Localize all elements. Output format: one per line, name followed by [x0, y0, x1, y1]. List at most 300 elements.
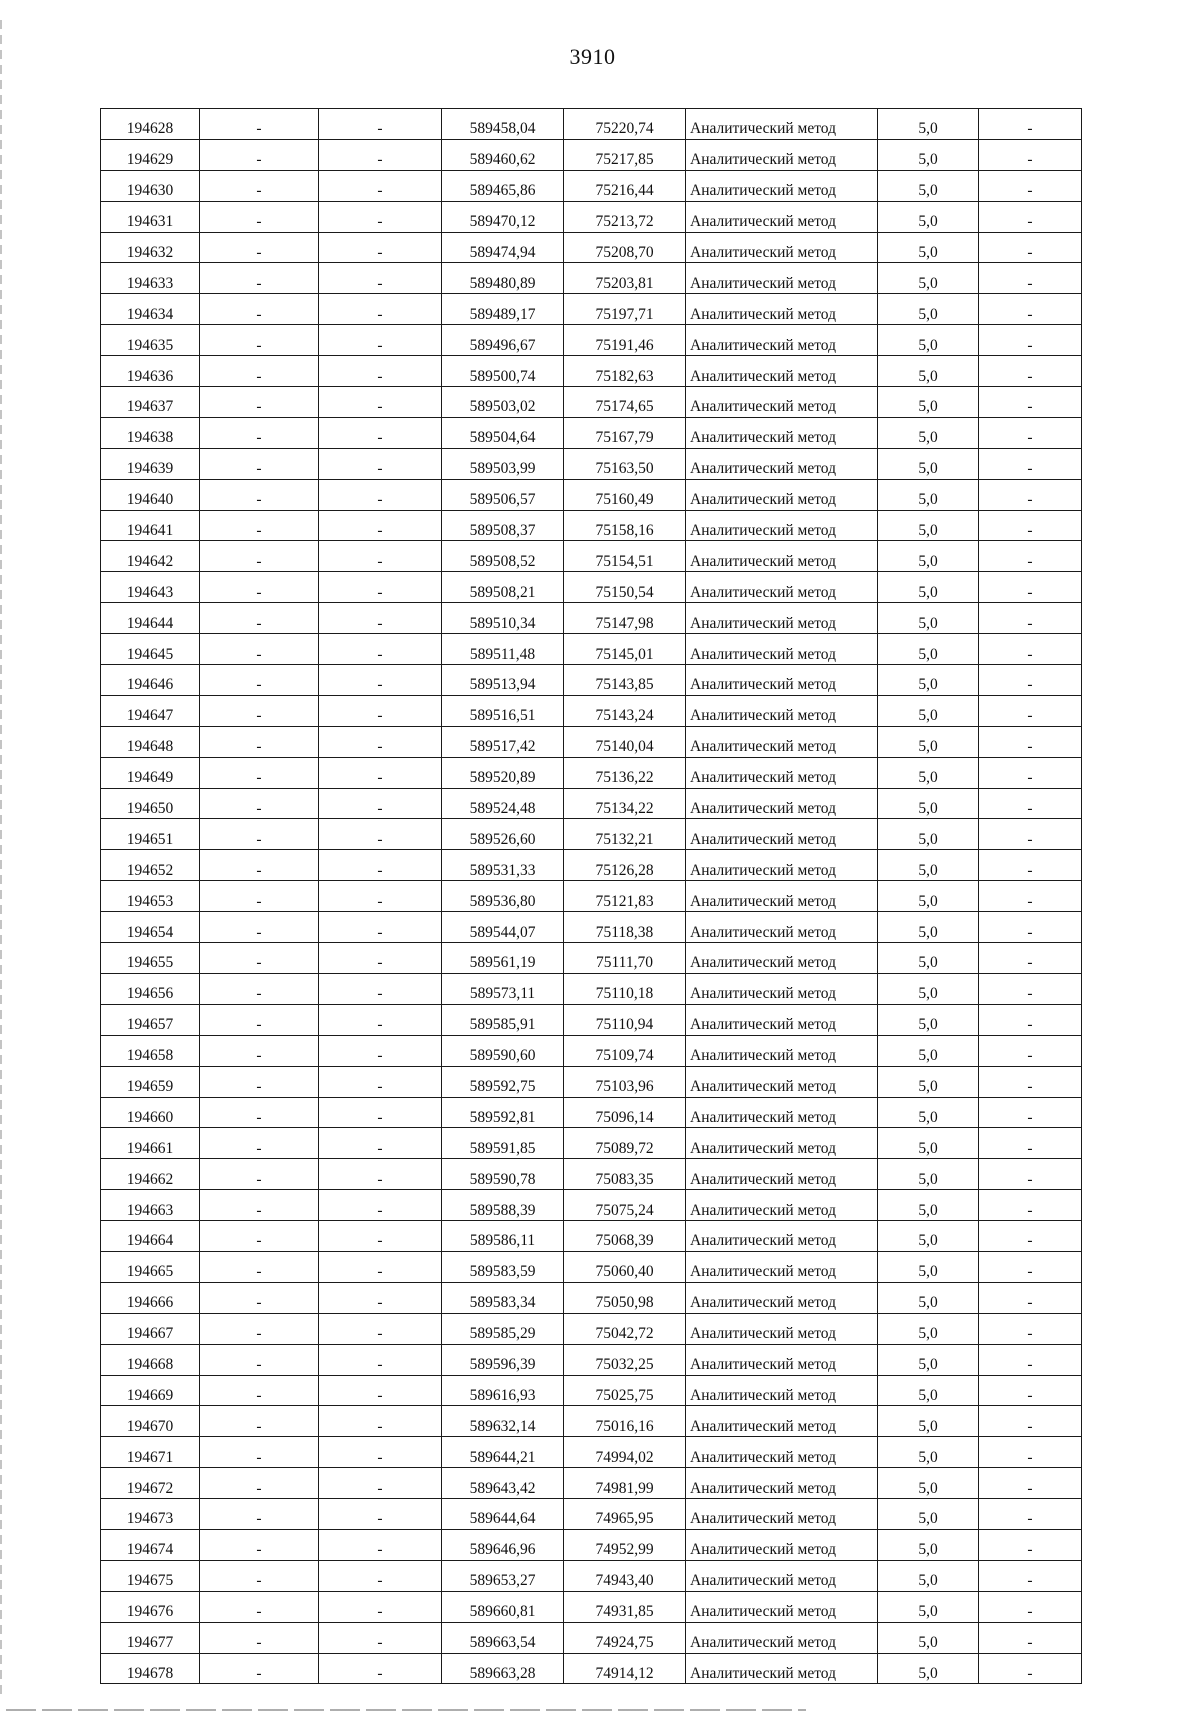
y-coordinate-cell: 75174,65 — [564, 387, 686, 418]
y-coordinate-cell: 74981,99 — [564, 1468, 686, 1499]
dash-cell: - — [319, 850, 442, 881]
point-number-cell: 194673 — [101, 1499, 200, 1530]
point-number-cell: 194656 — [101, 973, 200, 1004]
method-cell: Аналитический метод — [686, 1313, 878, 1344]
point-number-cell: 194648 — [101, 726, 200, 757]
accuracy-cell: 5,0 — [878, 1560, 979, 1591]
x-coordinate-cell: 589632,14 — [442, 1406, 564, 1437]
dash-cell: - — [319, 1251, 442, 1282]
dash-cell: - — [200, 1004, 319, 1035]
accuracy-cell: 5,0 — [878, 1128, 979, 1159]
table-row — [101, 665, 1082, 696]
dash-cell: - — [979, 325, 1082, 356]
method-cell: Аналитический метод — [686, 1004, 878, 1035]
dash-cell: - — [319, 201, 442, 232]
method-cell: Аналитический метод — [686, 1406, 878, 1437]
method-cell: Аналитический метод — [686, 603, 878, 634]
dash-cell: - — [979, 726, 1082, 757]
table-row — [101, 325, 1082, 356]
dash-cell: - — [979, 1499, 1082, 1530]
x-coordinate-cell: 589591,85 — [442, 1128, 564, 1159]
method-cell: Аналитический метод — [686, 1529, 878, 1560]
dash-cell: - — [319, 603, 442, 634]
x-coordinate-cell: 589616,93 — [442, 1375, 564, 1406]
dash-cell: - — [979, 757, 1082, 788]
dash-cell: - — [979, 139, 1082, 170]
point-number-cell: 194665 — [101, 1251, 200, 1282]
dash-cell: - — [319, 757, 442, 788]
point-number-cell: 194677 — [101, 1622, 200, 1653]
dash-cell: - — [200, 1159, 319, 1190]
dash-cell: - — [979, 788, 1082, 819]
point-number-cell: 194630 — [101, 170, 200, 201]
table-row — [101, 170, 1082, 201]
y-coordinate-cell: 75217,85 — [564, 139, 686, 170]
table-row — [101, 850, 1082, 881]
table-row — [101, 1159, 1082, 1190]
dash-cell: - — [319, 1159, 442, 1190]
table-row — [101, 356, 1082, 387]
x-coordinate-cell: 589663,28 — [442, 1653, 564, 1684]
x-coordinate-cell: 589586,11 — [442, 1221, 564, 1252]
table-row — [101, 1004, 1082, 1035]
accuracy-cell: 5,0 — [878, 232, 979, 263]
accuracy-cell: 5,0 — [878, 1251, 979, 1282]
accuracy-cell: 5,0 — [878, 1221, 979, 1252]
method-cell: Аналитический метод — [686, 881, 878, 912]
coordinates-table — [100, 108, 1082, 1684]
y-coordinate-cell: 75140,04 — [564, 726, 686, 757]
method-cell: Аналитический метод — [686, 726, 878, 757]
y-coordinate-cell: 75167,79 — [564, 417, 686, 448]
point-number-cell: 194675 — [101, 1560, 200, 1591]
dash-cell: - — [319, 479, 442, 510]
dash-cell: - — [319, 788, 442, 819]
point-number-cell: 194642 — [101, 541, 200, 572]
dash-cell: - — [319, 294, 442, 325]
y-coordinate-cell: 74914,12 — [564, 1653, 686, 1684]
table-row — [101, 1097, 1082, 1128]
method-cell: Аналитический метод — [686, 417, 878, 448]
accuracy-cell: 5,0 — [878, 479, 979, 510]
y-coordinate-cell: 75220,74 — [564, 109, 686, 140]
y-coordinate-cell: 75126,28 — [564, 850, 686, 881]
dash-cell: - — [200, 1190, 319, 1221]
dash-cell: - — [319, 1468, 442, 1499]
table-row — [101, 1406, 1082, 1437]
dash-cell: - — [979, 1221, 1082, 1252]
table-row — [101, 1437, 1082, 1468]
dash-cell: - — [200, 417, 319, 448]
y-coordinate-cell: 75213,72 — [564, 201, 686, 232]
dash-cell: - — [979, 572, 1082, 603]
scan-bottom-mark — [6, 1709, 806, 1711]
table-row — [101, 139, 1082, 170]
accuracy-cell: 5,0 — [878, 1591, 979, 1622]
x-coordinate-cell: 589508,52 — [442, 541, 564, 572]
dash-cell: - — [200, 1560, 319, 1591]
y-coordinate-cell: 75121,83 — [564, 881, 686, 912]
point-number-cell: 194663 — [101, 1190, 200, 1221]
dash-cell: - — [979, 1313, 1082, 1344]
point-number-cell: 194637 — [101, 387, 200, 418]
method-cell: Аналитический метод — [686, 232, 878, 263]
dash-cell: - — [319, 881, 442, 912]
x-coordinate-cell: 589588,39 — [442, 1190, 564, 1221]
y-coordinate-cell: 75068,39 — [564, 1221, 686, 1252]
dash-cell: - — [979, 665, 1082, 696]
table-row — [101, 109, 1082, 140]
accuracy-cell: 5,0 — [878, 1004, 979, 1035]
dash-cell: - — [319, 170, 442, 201]
y-coordinate-cell: 75191,46 — [564, 325, 686, 356]
dash-cell: - — [319, 448, 442, 479]
dash-cell: - — [979, 1406, 1082, 1437]
point-number-cell: 194652 — [101, 850, 200, 881]
y-coordinate-cell: 75216,44 — [564, 170, 686, 201]
dash-cell: - — [200, 294, 319, 325]
dash-cell: - — [319, 1529, 442, 1560]
point-number-cell: 194646 — [101, 665, 200, 696]
method-cell: Аналитический метод — [686, 294, 878, 325]
x-coordinate-cell: 589489,17 — [442, 294, 564, 325]
point-number-cell: 194667 — [101, 1313, 200, 1344]
dash-cell: - — [319, 1344, 442, 1375]
accuracy-cell: 5,0 — [878, 1406, 979, 1437]
method-cell: Аналитический метод — [686, 788, 878, 819]
dash-cell: - — [979, 1035, 1082, 1066]
accuracy-cell: 5,0 — [878, 665, 979, 696]
dash-cell: - — [200, 479, 319, 510]
dash-cell: - — [200, 757, 319, 788]
x-coordinate-cell: 589573,11 — [442, 973, 564, 1004]
dash-cell: - — [979, 294, 1082, 325]
table-row — [101, 1375, 1082, 1406]
method-cell: Аналитический метод — [686, 1159, 878, 1190]
x-coordinate-cell: 589660,81 — [442, 1591, 564, 1622]
dash-cell: - — [319, 387, 442, 418]
method-cell: Аналитический метод — [686, 819, 878, 850]
dash-cell: - — [979, 541, 1082, 572]
x-coordinate-cell: 589524,48 — [442, 788, 564, 819]
point-number-cell: 194628 — [101, 109, 200, 140]
accuracy-cell: 5,0 — [878, 695, 979, 726]
dash-cell: - — [979, 1004, 1082, 1035]
dash-cell: - — [979, 1468, 1082, 1499]
accuracy-cell: 5,0 — [878, 850, 979, 881]
point-number-cell: 194633 — [101, 263, 200, 294]
dash-cell: - — [979, 973, 1082, 1004]
x-coordinate-cell: 589583,59 — [442, 1251, 564, 1282]
accuracy-cell: 5,0 — [878, 572, 979, 603]
y-coordinate-cell: 75032,25 — [564, 1344, 686, 1375]
table-row — [101, 1221, 1082, 1252]
table-row — [101, 1066, 1082, 1097]
method-cell: Аналитический метод — [686, 757, 878, 788]
dash-cell: - — [979, 603, 1082, 634]
accuracy-cell: 5,0 — [878, 1190, 979, 1221]
dash-cell: - — [200, 1251, 319, 1282]
dash-cell: - — [979, 448, 1082, 479]
point-number-cell: 194664 — [101, 1221, 200, 1252]
point-number-cell: 194654 — [101, 912, 200, 943]
dash-cell: - — [200, 943, 319, 974]
table-row — [101, 1622, 1082, 1653]
dash-cell: - — [200, 881, 319, 912]
dash-cell: - — [200, 1221, 319, 1252]
table-row — [101, 1251, 1082, 1282]
x-coordinate-cell: 589585,91 — [442, 1004, 564, 1035]
dash-cell: - — [200, 387, 319, 418]
dash-cell: - — [979, 387, 1082, 418]
x-coordinate-cell: 589510,34 — [442, 603, 564, 634]
dash-cell: - — [200, 603, 319, 634]
accuracy-cell: 5,0 — [878, 1344, 979, 1375]
dash-cell: - — [979, 1344, 1082, 1375]
x-coordinate-cell: 589500,74 — [442, 356, 564, 387]
point-number-cell: 194668 — [101, 1344, 200, 1375]
method-cell: Аналитический метод — [686, 912, 878, 943]
accuracy-cell: 5,0 — [878, 139, 979, 170]
dash-cell: - — [319, 1437, 442, 1468]
accuracy-cell: 5,0 — [878, 356, 979, 387]
point-number-cell: 194651 — [101, 819, 200, 850]
dash-cell: - — [200, 541, 319, 572]
x-coordinate-cell: 589644,64 — [442, 1499, 564, 1530]
dash-cell: - — [200, 788, 319, 819]
x-coordinate-cell: 589520,89 — [442, 757, 564, 788]
x-coordinate-cell: 589504,64 — [442, 417, 564, 448]
dash-cell: - — [979, 1653, 1082, 1684]
dash-cell: - — [319, 665, 442, 696]
x-coordinate-cell: 589643,42 — [442, 1468, 564, 1499]
dash-cell: - — [979, 263, 1082, 294]
x-coordinate-cell: 589590,78 — [442, 1159, 564, 1190]
dash-cell: - — [319, 1097, 442, 1128]
dash-cell: - — [319, 1128, 442, 1159]
dash-cell: - — [979, 170, 1082, 201]
dash-cell: - — [319, 263, 442, 294]
accuracy-cell: 5,0 — [878, 1622, 979, 1653]
x-coordinate-cell: 589592,81 — [442, 1097, 564, 1128]
method-cell: Аналитический метод — [686, 263, 878, 294]
y-coordinate-cell: 75075,24 — [564, 1190, 686, 1221]
point-number-cell: 194650 — [101, 788, 200, 819]
dash-cell: - — [979, 943, 1082, 974]
accuracy-cell: 5,0 — [878, 943, 979, 974]
y-coordinate-cell: 75103,96 — [564, 1066, 686, 1097]
table-row — [101, 417, 1082, 448]
dash-cell: - — [979, 1529, 1082, 1560]
dash-cell: - — [200, 1344, 319, 1375]
x-coordinate-cell: 589526,60 — [442, 819, 564, 850]
accuracy-cell: 5,0 — [878, 325, 979, 356]
y-coordinate-cell: 75163,50 — [564, 448, 686, 479]
dash-cell: - — [319, 109, 442, 140]
dash-cell: - — [200, 356, 319, 387]
y-coordinate-cell: 75143,85 — [564, 665, 686, 696]
table-row — [101, 541, 1082, 572]
y-coordinate-cell: 75182,63 — [564, 356, 686, 387]
dash-cell: - — [200, 1622, 319, 1653]
method-cell: Аналитический метод — [686, 387, 878, 418]
y-coordinate-cell: 75197,71 — [564, 294, 686, 325]
point-number-cell: 194645 — [101, 634, 200, 665]
dash-cell: - — [319, 541, 442, 572]
method-cell: Аналитический метод — [686, 356, 878, 387]
y-coordinate-cell: 75042,72 — [564, 1313, 686, 1344]
accuracy-cell: 5,0 — [878, 603, 979, 634]
method-cell: Аналитический метод — [686, 1437, 878, 1468]
dash-cell: - — [200, 170, 319, 201]
point-number-cell: 194638 — [101, 417, 200, 448]
x-coordinate-cell: 589646,96 — [442, 1529, 564, 1560]
dash-cell: - — [319, 1004, 442, 1035]
x-coordinate-cell: 589663,54 — [442, 1622, 564, 1653]
point-number-cell: 194669 — [101, 1375, 200, 1406]
method-cell: Аналитический метод — [686, 448, 878, 479]
dash-cell: - — [319, 819, 442, 850]
accuracy-cell: 5,0 — [878, 201, 979, 232]
dash-cell: - — [979, 1560, 1082, 1591]
method-cell: Аналитический метод — [686, 479, 878, 510]
dash-cell: - — [200, 139, 319, 170]
table-row — [101, 1499, 1082, 1530]
method-cell: Аналитический метод — [686, 973, 878, 1004]
accuracy-cell: 5,0 — [878, 1159, 979, 1190]
y-coordinate-cell: 75025,75 — [564, 1375, 686, 1406]
point-number-cell: 194674 — [101, 1529, 200, 1560]
dash-cell: - — [200, 572, 319, 603]
method-cell: Аналитический метод — [686, 665, 878, 696]
method-cell: Аналитический метод — [686, 1560, 878, 1591]
point-number-cell: 194653 — [101, 881, 200, 912]
dash-cell: - — [979, 356, 1082, 387]
method-cell: Аналитический метод — [686, 1221, 878, 1252]
dash-cell: - — [979, 1066, 1082, 1097]
table-row — [101, 1128, 1082, 1159]
accuracy-cell: 5,0 — [878, 1437, 979, 1468]
table-row — [101, 448, 1082, 479]
dash-cell: - — [319, 232, 442, 263]
table-row — [101, 294, 1082, 325]
accuracy-cell: 5,0 — [878, 263, 979, 294]
y-coordinate-cell: 75096,14 — [564, 1097, 686, 1128]
x-coordinate-cell: 589583,34 — [442, 1282, 564, 1313]
dash-cell: - — [200, 325, 319, 356]
dash-cell: - — [319, 1221, 442, 1252]
dash-cell: - — [200, 819, 319, 850]
method-cell: Аналитический метод — [686, 1622, 878, 1653]
dash-cell: - — [200, 665, 319, 696]
point-number-cell: 194644 — [101, 603, 200, 634]
dash-cell: - — [319, 1375, 442, 1406]
y-coordinate-cell: 75160,49 — [564, 479, 686, 510]
coordinates-table-body — [101, 109, 1082, 1684]
y-coordinate-cell: 75145,01 — [564, 634, 686, 665]
x-coordinate-cell: 589460,62 — [442, 139, 564, 170]
accuracy-cell: 5,0 — [878, 387, 979, 418]
dash-cell: - — [319, 1282, 442, 1313]
dash-cell: - — [319, 417, 442, 448]
point-number-cell: 194661 — [101, 1128, 200, 1159]
method-cell: Аналитический метод — [686, 1375, 878, 1406]
dash-cell: - — [200, 1097, 319, 1128]
method-cell: Аналитический метод — [686, 510, 878, 541]
dash-cell: - — [319, 356, 442, 387]
accuracy-cell: 5,0 — [878, 294, 979, 325]
method-cell: Аналитический метод — [686, 139, 878, 170]
dash-cell: - — [200, 634, 319, 665]
method-cell: Аналитический метод — [686, 634, 878, 665]
accuracy-cell: 5,0 — [878, 1066, 979, 1097]
method-cell: Аналитический метод — [686, 1499, 878, 1530]
y-coordinate-cell: 75147,98 — [564, 603, 686, 634]
dash-cell: - — [319, 1066, 442, 1097]
x-coordinate-cell: 589503,99 — [442, 448, 564, 479]
dash-cell: - — [979, 1591, 1082, 1622]
accuracy-cell: 5,0 — [878, 1653, 979, 1684]
method-cell: Аналитический метод — [686, 1591, 878, 1622]
dash-cell: - — [200, 1375, 319, 1406]
dash-cell: - — [319, 695, 442, 726]
dash-cell: - — [979, 912, 1082, 943]
dash-cell: - — [200, 850, 319, 881]
point-number-cell: 194671 — [101, 1437, 200, 1468]
dash-cell: - — [200, 232, 319, 263]
y-coordinate-cell: 74931,85 — [564, 1591, 686, 1622]
dash-cell: - — [319, 726, 442, 757]
table-row — [101, 1313, 1082, 1344]
x-coordinate-cell: 589470,12 — [442, 201, 564, 232]
x-coordinate-cell: 589592,75 — [442, 1066, 564, 1097]
accuracy-cell: 5,0 — [878, 170, 979, 201]
accuracy-cell: 5,0 — [878, 1313, 979, 1344]
method-cell: Аналитический метод — [686, 109, 878, 140]
dash-cell: - — [319, 1313, 442, 1344]
accuracy-cell: 5,0 — [878, 1035, 979, 1066]
dash-cell: - — [319, 572, 442, 603]
y-coordinate-cell: 75154,51 — [564, 541, 686, 572]
table-row — [101, 1653, 1082, 1684]
accuracy-cell: 5,0 — [878, 1097, 979, 1128]
table-row — [101, 1468, 1082, 1499]
table-row — [101, 387, 1082, 418]
y-coordinate-cell: 75134,22 — [564, 788, 686, 819]
dash-cell: - — [319, 634, 442, 665]
y-coordinate-cell: 75132,21 — [564, 819, 686, 850]
dash-cell: - — [200, 912, 319, 943]
y-coordinate-cell: 75089,72 — [564, 1128, 686, 1159]
accuracy-cell: 5,0 — [878, 788, 979, 819]
dash-cell: - — [979, 479, 1082, 510]
y-coordinate-cell: 75158,16 — [564, 510, 686, 541]
dash-cell: - — [200, 1591, 319, 1622]
dash-cell: - — [200, 201, 319, 232]
x-coordinate-cell: 589531,33 — [442, 850, 564, 881]
method-cell: Аналитический метод — [686, 1251, 878, 1282]
dash-cell: - — [200, 263, 319, 294]
table-row — [101, 479, 1082, 510]
point-number-cell: 194639 — [101, 448, 200, 479]
table-row — [101, 1035, 1082, 1066]
table-row — [101, 788, 1082, 819]
page-number: 3910 — [569, 44, 616, 69]
dash-cell: - — [200, 695, 319, 726]
y-coordinate-cell: 74994,02 — [564, 1437, 686, 1468]
method-cell: Аналитический метод — [686, 541, 878, 572]
point-number-cell: 194678 — [101, 1653, 200, 1684]
